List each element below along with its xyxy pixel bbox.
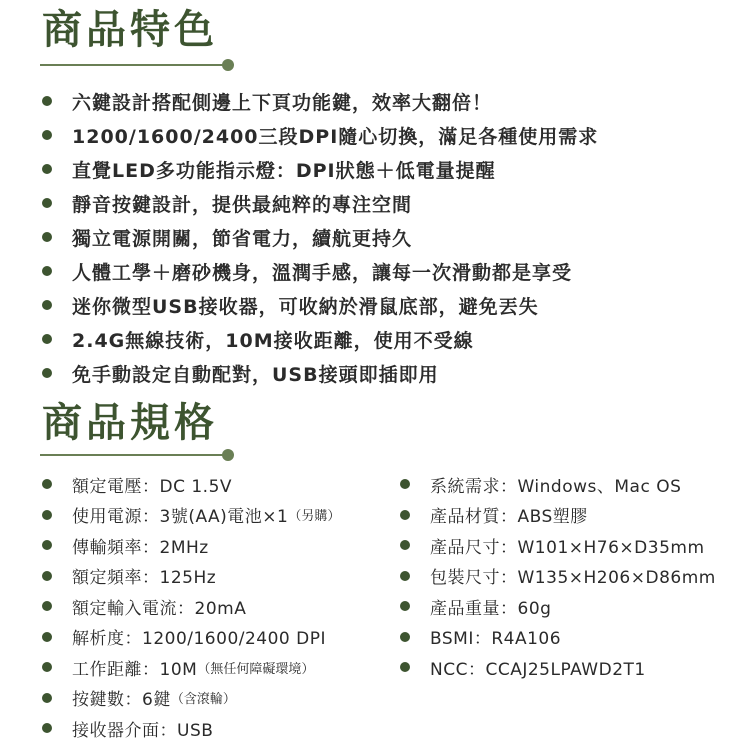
bullet-icon (400, 601, 410, 611)
bullet-icon (42, 601, 52, 611)
spec-text: 產品尺寸：W101×H76×D35mm (430, 537, 705, 558)
feature-text: 人體工學＋磨砂機身，溫潤手感，讓每一次滑動都是享受 (72, 261, 573, 284)
bullet-icon (400, 662, 410, 672)
spec-item (400, 622, 716, 653)
feature-item (42, 322, 598, 356)
spec-item (400, 469, 716, 500)
bullet-icon (42, 300, 52, 310)
bullet-icon (42, 723, 52, 733)
spec-text: 傳輸頻率：2MHz (72, 537, 209, 558)
feature-text: 獨立電源開關，節省電力，續航更持久 (72, 227, 413, 250)
spec-item (400, 652, 716, 683)
spec-item (42, 469, 340, 500)
bullet-icon (42, 510, 52, 520)
specs-list-left (42, 469, 340, 744)
spec-text: 接收器介面：USB (72, 720, 214, 741)
spec-item (42, 500, 340, 531)
spec-text: BSMI：R4A106 (430, 629, 562, 650)
spec-text: 產品重量：60g (430, 598, 552, 619)
spec-item (400, 591, 716, 622)
feature-item (42, 288, 598, 322)
bullet-icon (400, 571, 410, 581)
spec-text: NCC：CCAJ25LPAWD2T1 (430, 659, 646, 680)
spec-item (42, 591, 340, 622)
spec-item (42, 622, 340, 653)
spec-text: 額定輸入電流：20mA (72, 598, 247, 619)
specs-list-right (400, 469, 716, 683)
feature-text: 直覺LED多功能指示燈：DPI狀態＋低電量提醒 (72, 159, 496, 182)
bullet-icon (42, 693, 52, 703)
bullet-icon (42, 479, 52, 489)
spec-text: 額定電壓：DC 1.5V (72, 476, 233, 497)
feature-item (42, 186, 598, 220)
bullet-icon (42, 368, 52, 378)
bullet-icon (42, 164, 52, 174)
features-list (42, 84, 598, 390)
spec-item (42, 713, 340, 744)
spec-item (400, 500, 716, 531)
features-title: 商品特色 (42, 6, 218, 53)
spec-item (42, 561, 340, 592)
bullet-icon (400, 632, 410, 642)
spec-item (42, 683, 340, 714)
spec-text: 額定頻率：125Hz (72, 568, 217, 589)
bullet-icon (42, 232, 52, 242)
feature-text: 2.4G無線技術，10M接收距離，使用不受線 (72, 329, 474, 352)
spec-note: （另購） (288, 509, 341, 525)
feature-item (42, 152, 598, 186)
spec-item (400, 530, 716, 561)
spec-note: （無任何障礙環境） (197, 661, 315, 677)
bullet-icon (42, 571, 52, 581)
feature-text: 免手動設定自動配對，USB接頭即插即用 (72, 363, 439, 386)
spec-text: 使用電源：3號(AA)電池×1 (72, 507, 289, 528)
feature-item (42, 254, 598, 288)
spec-item (400, 561, 716, 592)
bullet-icon (400, 540, 410, 550)
spec-text: 系統需求：Windows、Mac OS (430, 476, 682, 497)
bullet-icon (42, 334, 52, 344)
specs-divider-dot (222, 449, 234, 461)
feature-text: 靜音按鍵設計，提供最純粹的專注空間 (72, 193, 413, 216)
feature-item (42, 84, 598, 118)
bullet-icon (42, 540, 52, 550)
bullet-icon (42, 96, 52, 106)
bullet-icon (42, 662, 52, 672)
features-divider (40, 64, 224, 66)
feature-item (42, 220, 598, 254)
spec-text: 解析度：1200/1600/2400 DPI (72, 629, 327, 650)
feature-text: 六鍵設計搭配側邊上下頁功能鍵，效率大翻倍！ (72, 91, 493, 114)
feature-item (42, 356, 598, 390)
spec-item (42, 530, 340, 561)
spec-text: 按鍵數：6鍵 (72, 690, 171, 711)
spec-item (42, 652, 340, 683)
bullet-icon (42, 632, 52, 642)
feature-item (42, 118, 598, 152)
specs-title: 商品規格 (42, 399, 218, 446)
spec-text: 包裝尺寸：W135×H206×D86mm (430, 568, 716, 589)
bullet-icon (42, 130, 52, 140)
spec-text: 產品材質：ABS塑膠 (430, 507, 588, 528)
spec-text: 工作距離：10M (72, 659, 198, 680)
bullet-icon (42, 266, 52, 276)
specs-divider (40, 454, 224, 456)
spec-note: （含滾輪） (170, 692, 236, 708)
bullet-icon (400, 479, 410, 489)
features-divider-dot (222, 59, 234, 71)
bullet-icon (42, 198, 52, 208)
bullet-icon (400, 510, 410, 520)
feature-text: 迷你微型USB接收器，可收納於滑鼠底部，避免丟失 (72, 295, 539, 318)
feature-text: 1200/1600/2400三段DPI隨心切換，滿足各種使用需求 (72, 125, 599, 148)
